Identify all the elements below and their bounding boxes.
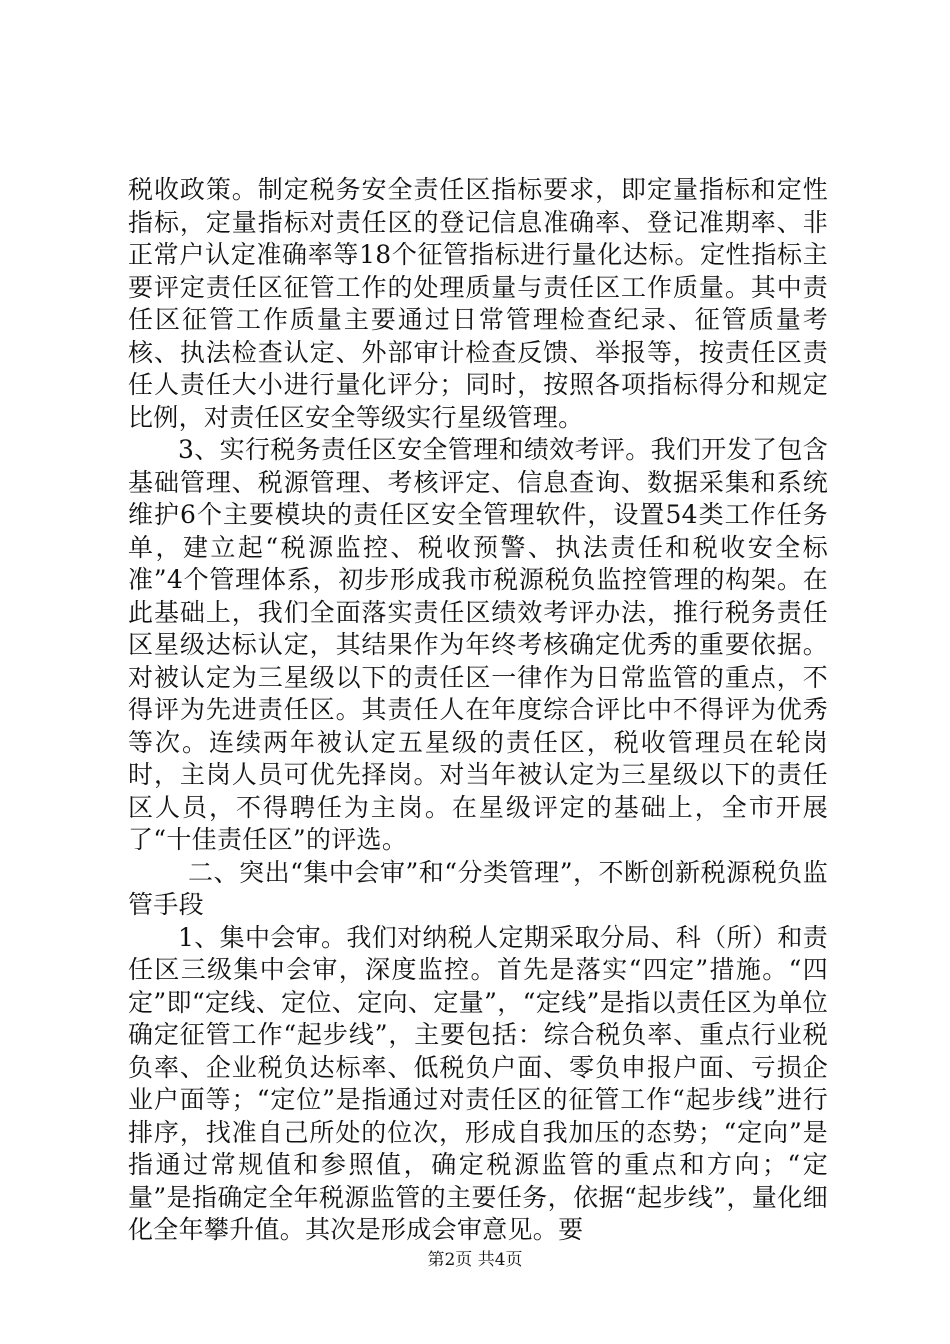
page-footer: 第2页 共4页 — [427, 1250, 523, 1270]
body-text — [128, 174, 828, 1247]
paragraph-item-1: 1、集中会审。我们对纳税人定期采取分局、科（所）和责任区三级集中会审，深度监控。首先是落实“四定”措施。“四定”即“定线、定位、定向、定量”，“定线”是指以责任区为单位确定征管工作“起步线”，主要包括：综合税负率、重点行业税负率、企业税负达标率、低税负户面、零负申报户面、亏损企业户面等；“定位”是指通过对责任区的征管工作“起步线”进行排序，找准自己所处的位次，形成自我加压的态势；“定向”是指通过常规值和参照值，确定税源监管的重点和方向；“定量”是指确定全年税源监管的主要任务，依据“起步线”，量化细化全年攀升值。其次是形成会审意见。要 — [128, 922, 828, 1244]
paragraph-continuation: 税收政策。制定税务安全责任区指标要求，即定量指标和定性指标，定量指标对责任区的登记信息准确率、登记准期率、非正常户认定准确率等18个征管指标进行量化达标。定性指标主要评定责任区征管工作的处理质量与责任区工作质量。其中责任区征管工作质量主要通过日常管理检查纪录、征管质量考核、执法检查认定、外部审计检查反馈、举报等，按责任区责任人责任大小进行量化评分；同时，按照各项指标得分和规定比例，对责任区安全等级实行星级管理。 — [128, 175, 828, 432]
section-heading-2: 二、突出“集中会审”和“分类管理”，不断创新税源税负监管手段 — [128, 857, 828, 919]
paragraph-item-3: 3、实行税务责任区安全管理和绩效考评。我们开发了包含基础管理、税源管理、考核评定、信息查询、数据采集和系统维护6个主要模块的责任区安全管理软件，设置54类工作任务单，建立起“税源监控、税收预警、执法责任和税收安全标准”4个管理体系，初步形成我市税源税负监控管理的构架。在此基础上，我们全面落实责任区绩效考评办法，推行税务责任区星级达标认定，其结果作为年终考核确定优秀的重要依据。对被认定为三星级以下的责任区一律作为日常监管的重点，不得评为先进责任区。其责任人在年度综合评比中不得评为优秀等次。连续两年被认定五星级的责任区，税收管理员在轮岗时，主岗人员可优先择岗。对当年被认定为三星级以下的责任区人员，不得聘任为主岗。在星级评定的基础上，全市开展了“十佳责任区”的评选。 — [128, 435, 828, 854]
